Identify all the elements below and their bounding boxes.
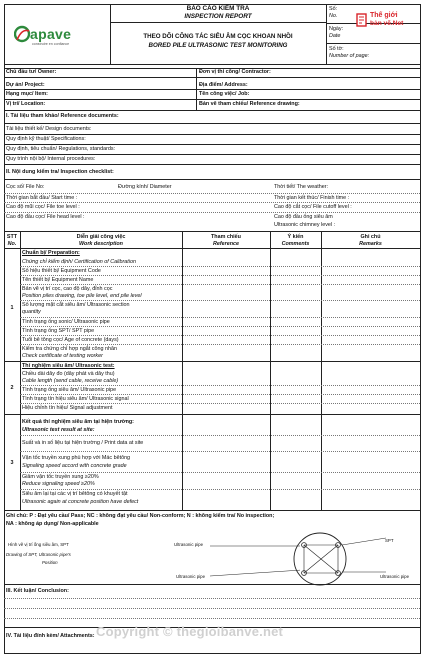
diagram-label-1: Hình vẽ vị trí ống siêu âm, SPT	[8, 542, 69, 547]
group-3-item-3: Signaling speed accord with concrete grade	[22, 463, 127, 469]
col-comments-en: Comments	[281, 241, 310, 247]
section-1-line-2	[4, 144, 420, 145]
contractor-field: Đơn vị thi công/ Contractor:	[199, 69, 271, 75]
watermark-logo	[356, 10, 416, 32]
section-3-dotted-1	[4, 598, 420, 599]
table-col-4	[321, 231, 322, 510]
section-1-line-1	[4, 134, 420, 135]
col-ref-vi: Tham chiếu	[211, 234, 241, 240]
col-desc-vi: Diễn giải công việc	[76, 234, 126, 240]
page-right-border	[420, 4, 421, 654]
number-label-en: No.	[329, 13, 338, 19]
section-1-item-3: Quy định, tiêu chuẩn/ Regulations, standards:	[6, 146, 116, 152]
col-stt-vi: STT	[6, 234, 18, 240]
section-1-title: I. Tài liệu tham khảo/ Reference documents:	[6, 113, 119, 119]
group-1-number: 1	[10, 305, 14, 311]
group-3-item-5: Reduce signaling speed ≥20%	[22, 481, 95, 487]
group-1-item-1: Chứng chỉ kiểm định/ Certification of Calibration	[22, 259, 136, 265]
page-count-label-en: Number of page:	[329, 53, 370, 59]
g1-line-3	[20, 284, 420, 285]
logo-text: apave	[30, 26, 72, 42]
cutoff-level-field: Cao độ cắt cọc/ File cutoff level :	[274, 204, 352, 210]
g1-line-4	[20, 300, 420, 301]
title-vi: BÁO CÁO KIỂM TRA	[186, 5, 250, 12]
copyright-watermark: Copyright © thegioibanve.net	[96, 624, 284, 639]
g3-line-1	[20, 451, 420, 452]
g1-line-2	[20, 275, 420, 276]
g1-line-8	[20, 344, 420, 345]
group-3-item-2: Vận tốc truyền xung phù hợp với Mác bêtông	[22, 455, 131, 461]
project-field: Dự án/ Project:	[6, 82, 45, 88]
section-1-line-0	[4, 123, 420, 124]
group-3-number: 3	[10, 460, 14, 466]
group-3-item-1: Suất và in số liệu tại hiện trường / Print data at site	[22, 440, 144, 446]
reference-drawing-field: Bản vẽ tham chiếu/ Reference drawing:	[199, 101, 300, 107]
group-3-item-6: Siêu âm lại tại các vị trí bêtông có khuyết tật	[22, 491, 128, 497]
group-2-item-1: Chiều dài dây đo (dây phát và dây thu)	[22, 371, 115, 377]
section-1-line-4	[4, 164, 420, 165]
page-left-border	[4, 4, 5, 654]
section-1-item-4: Quy trình nội bộ/ Internal procedures:	[6, 156, 96, 162]
col-desc-en: Work description	[79, 241, 123, 247]
group-1-item-8: Tình trạng ống sonic/ Ultrasonic pipe	[22, 319, 110, 325]
apave-logo	[14, 24, 84, 53]
group-1-item-7: quantity	[22, 309, 41, 315]
group-1-item-12: Check certificate of testing worker	[22, 353, 103, 359]
info-line-2	[4, 89, 420, 90]
group-1-item-9: Tình trạng ống SPT/ SPT pipe	[22, 328, 95, 334]
group-3-item-7: Ultrasonic again at concrete position have defect	[22, 499, 139, 505]
group-1-item-4: Bản vẽ vị trí cọc, cao độ dây, đỉnh cọc	[22, 286, 113, 292]
section-2-dotted-1	[4, 193, 420, 194]
g2-line-2	[20, 394, 420, 395]
group-3-title-en: Ultrasonic test result at site:	[22, 427, 95, 433]
diameter-field: Đường kính/ Diameter	[118, 184, 172, 190]
section-3-dotted-2	[4, 608, 420, 609]
group-2-item-3: Tình trạng ống siêu âm/ Ultrasonic pipe	[22, 387, 117, 393]
section-2-dotted-2	[4, 202, 420, 203]
start-time-field: Thời gian bắt đầu/ Start time :	[6, 195, 78, 201]
table-col-1	[20, 231, 21, 510]
weather-field: Thời tiết/ The weather:	[274, 184, 329, 190]
section-3-title: III. Kết luận/ Conclusion:	[6, 588, 69, 594]
diagram-spt-label: SPT	[385, 538, 394, 543]
g1-line-1	[20, 266, 420, 267]
date-label: Ngày:	[329, 26, 344, 32]
notes-line-1: Ghi chú: P : Đạt yêu cầu/ Pass; NC : không đạt yêu cầu/ Non-conform; N : không kiểm tra/ No inspection;	[6, 513, 275, 519]
watermark-logo-line1: Thế giới	[370, 12, 398, 19]
title-divider	[110, 22, 326, 23]
diagram-pipe-label-1: Ultrasonic pipe	[174, 542, 204, 547]
col-comments-vi: Ý kiến	[287, 234, 304, 240]
g2-line-3	[20, 403, 420, 404]
address-field: Địa điểm/ Address:	[199, 82, 248, 88]
page-bottom-border	[4, 653, 420, 654]
toe-level-field: Cao độ mũi cọc/ File toe level :	[6, 204, 80, 210]
location-field: Vị trí/ Location:	[6, 101, 46, 107]
header-divider-2	[326, 4, 327, 64]
table-bottom-border	[4, 510, 420, 511]
date-label-en: Date	[329, 33, 341, 39]
group-1-item-11: Kiểm tra chứng chỉ hợp ngắt công nhân	[22, 346, 117, 352]
notes-line-2: NA : không áp dụng/ Non-applicable	[6, 521, 99, 527]
diagram-pipe-label-3: Ultrasonic pipe	[380, 574, 410, 579]
subtitle-en: BORED PILE ULTRASONIC TEST MONITORING	[148, 42, 288, 49]
number-label: Số:	[329, 6, 338, 12]
group-2-number: 2	[10, 385, 14, 391]
finish-time-field: Thời gian kết thúc/ Finish time :	[274, 195, 350, 201]
watermark-logo-line2: bản vẽ.Net	[370, 20, 404, 27]
right-header-line-2	[326, 43, 420, 44]
table-col-3	[270, 231, 271, 510]
section-2-line-0	[4, 179, 420, 180]
header-bottom-border	[4, 64, 420, 65]
group-1-item-6: Số lượng mặt cắt siêu âm/ Ultrasonic section	[22, 302, 130, 308]
section-4-title: IV. Tài liệu đính kèm/ Attachments:	[6, 633, 95, 639]
section-3-top	[4, 584, 420, 585]
section-2-dotted-3	[4, 212, 420, 213]
g1-line-7	[20, 335, 420, 336]
item-field: Hạng mục/ Item:	[6, 91, 48, 97]
section-2-title: II. Nội dung kiểm tra/ Inspection checklist:	[6, 169, 114, 175]
group-1-item-2: Số hiệu thiết bị/ Equipment Code	[22, 268, 101, 274]
page-count-label: Số tờ:	[329, 46, 344, 52]
col-stt-en: No.	[7, 241, 17, 247]
diagram-pipe-label-2: Ultrasonic pipe	[176, 574, 206, 579]
section-3-dotted-3	[4, 618, 420, 619]
subtitle-vi: THEO DÕI CÔNG TÁC SIÊU ÂM CỌC KHOAN NHỒI	[143, 33, 293, 40]
group-2-bottom	[4, 414, 420, 415]
title-en: INSPECTION REPORT	[184, 13, 252, 20]
g2-line-1	[20, 385, 420, 386]
group-1-title: Chuẩn bị/ Preparation:	[22, 250, 80, 256]
diagram-label-3: Position	[42, 560, 58, 565]
col-remarks-vi: Ghi chú	[360, 234, 381, 240]
group-1-item-5: Position piles drawing, toe pile level, end pile level	[22, 293, 142, 299]
group-2-item-5: Hiệu chỉnh tín hiệu/ Signal adjustment	[22, 405, 113, 411]
g3-line-3	[20, 489, 420, 490]
pile-no-field: Cọc số/ File No:	[6, 184, 45, 190]
diagram-label-2: Drawing of SPT, Ultrasonic pipe's	[6, 552, 71, 557]
g3-line-2	[20, 472, 420, 473]
diagram-leader-lines	[150, 540, 300, 585]
chimney-level-field-en: Ultrasonic chimney level :	[274, 222, 336, 228]
info-line-3	[4, 99, 420, 100]
section-1-item-1: Tài liệu thiết kế/ Design documents:	[6, 126, 92, 132]
group-1-item-3: Tên thiết bị/ Equipment Name	[22, 277, 94, 283]
group-1-item-10: Tuổi bê tông cọc/ Age of concrete (days)	[22, 337, 119, 343]
info-line-1	[4, 77, 420, 78]
g1-line-5	[20, 317, 420, 318]
section-1-item-2: Quy định kỹ thuật/ Specifications:	[6, 136, 86, 142]
section-1-line-3	[4, 154, 420, 155]
logo-subtext: construire en confiance	[32, 42, 70, 46]
owner-field: Chủ đầu tư/ Owner:	[6, 69, 57, 75]
job-field: Tên công việc/ Job:	[199, 91, 250, 97]
g1-line-6	[20, 326, 420, 327]
group-2-item-4: Tình trạng tín hiệu siêu âm/ Ultrasonic signal	[22, 396, 129, 402]
col-ref-en: Reference	[212, 241, 240, 247]
table-top-border	[4, 231, 420, 232]
chimney-level-field-vi: Cao độ đầu ống siêu âm	[274, 214, 333, 220]
group-2-title: Thí nghiệm siêu âm/ Ultrasonic test:	[22, 363, 115, 369]
table-header-bottom	[4, 248, 420, 249]
group-3-item-4: Giảm vận tốc truyền xung ≥20%	[22, 474, 99, 480]
head-level-field: Cao độ đầu cọc/ File head level :	[6, 214, 85, 220]
group-2-item-2: Cable length (send cable, receive cable)	[22, 378, 119, 384]
group-3-title: Kết quả thí nghiệm siêu âm tại hiện trường:	[22, 419, 134, 425]
col-remarks-en: Remarks	[359, 241, 382, 247]
group-1-bottom	[4, 361, 420, 362]
table-col-2	[182, 231, 183, 510]
info-bottom-border	[4, 110, 420, 111]
g3-line-0	[20, 435, 420, 436]
